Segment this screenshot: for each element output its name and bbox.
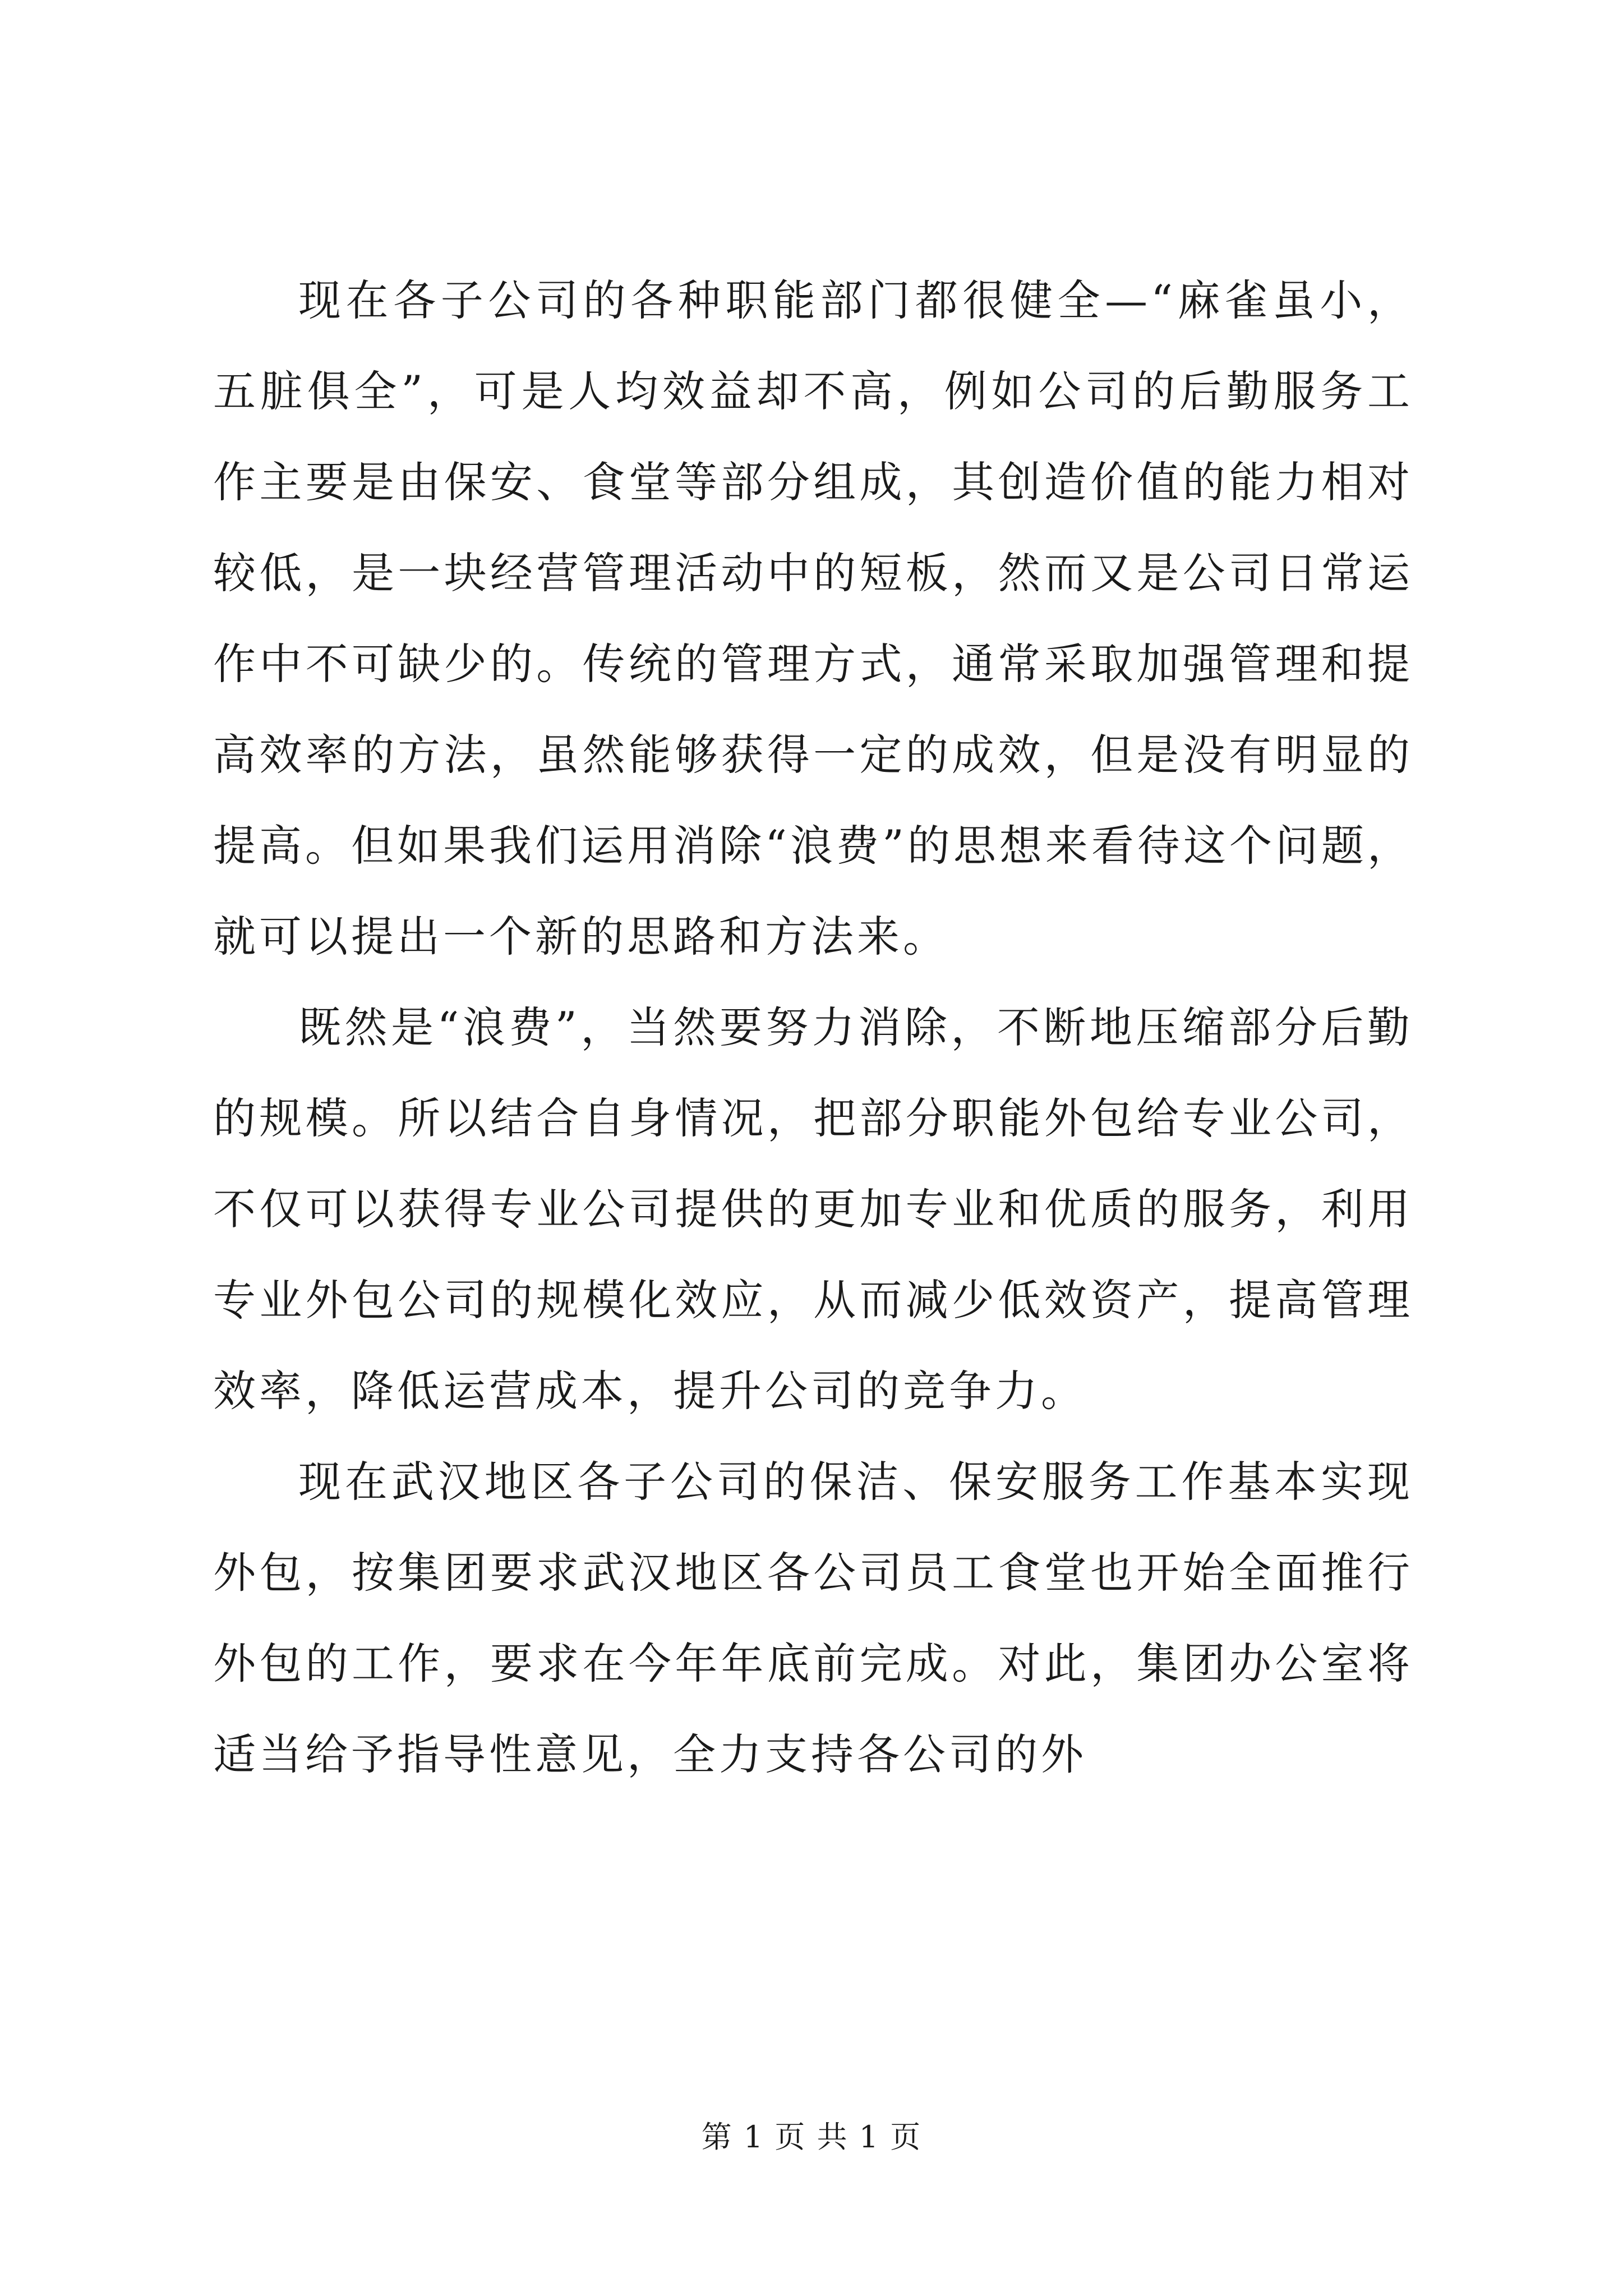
paragraph: 现在武汉地区各子公司的保洁、保安服务工作基本实现外包，按集团要求武汉地区各公司员工食堂也开始全面推行外包的工作，要求在今年年底前完成。对此，集团办公室将适当给予指导性意见，全力支持各公司的外 bbox=[213, 1457, 1413, 1779]
page-number-footer: 第 1 页 共 1 页 bbox=[701, 2119, 922, 2155]
paragraph: 既然是“浪费”，当然要努力消除，不断地压缩部分后勤的规模。所以结合自身情况，把部分职能外包给专业公司，不仅可以获得专业公司提供的更加专业和优质的服务，利用专业外包公司的规模化效应，从而减少低效资产，提高管理效率，降低运营成本，提升公司的竞争力。 bbox=[213, 1002, 1413, 1416]
paragraph: 现在各子公司的各种职能部门都很健全—“麻雀虽小，五脏俱全”，可是人均效益却不高，例如公司的后勤服务工作主要是由保安、食堂等部分组成，其创造价值的能力相对较低，是一块经营管理活动中的短板，然而又是公司日常运作中不可缺少的。传统的管理方式，通常采取加强管理和提高效率的方法，虽然能够获得一定的成效，但是没有明显的提高。但如果我们运用消除“浪费”的思想来看待这个问题，就可以提出一个新的思路和方法来。 bbox=[213, 275, 1413, 961]
document-body bbox=[213, 255, 1413, 1800]
